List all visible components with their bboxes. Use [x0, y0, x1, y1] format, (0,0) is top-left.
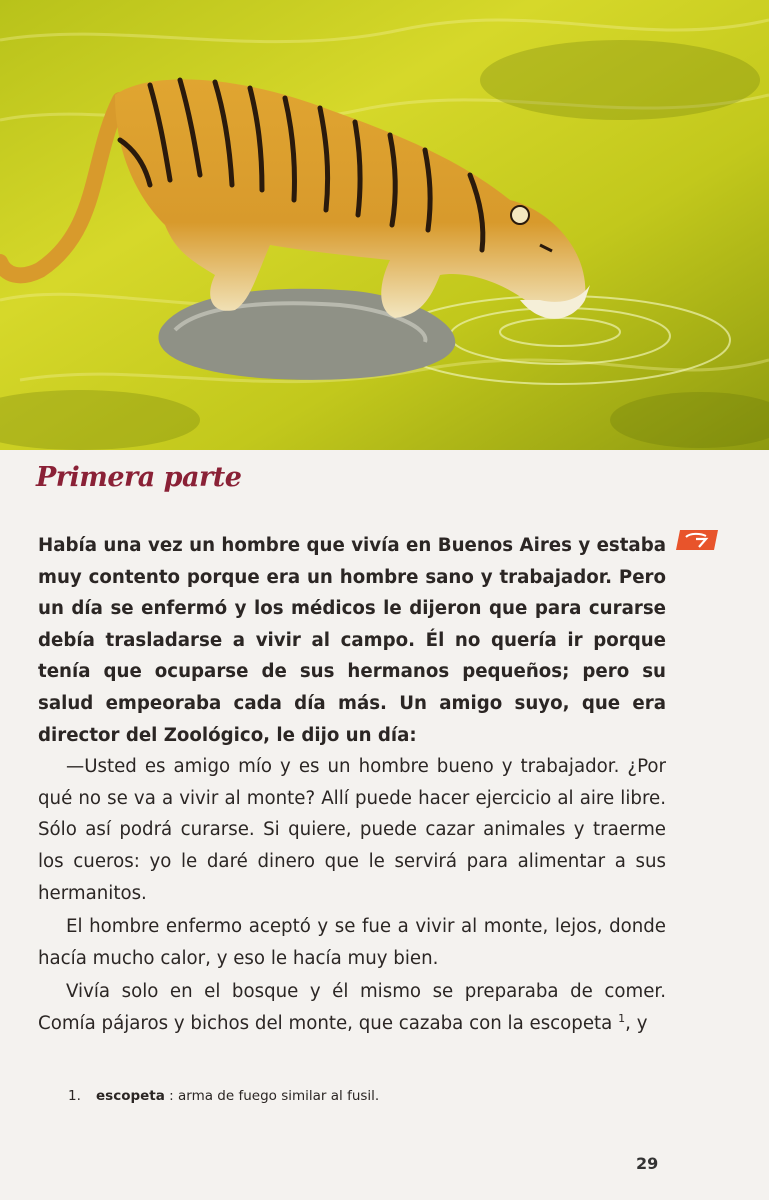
- footnote-number: 1.: [68, 1088, 81, 1104]
- section-title: Primera parte: [36, 462, 242, 493]
- footnote-separator: :: [164, 1088, 178, 1104]
- page-number: 29: [636, 1154, 659, 1173]
- story-text: [38, 530, 666, 1040]
- paragraph-1: Había una vez un hombre que vivía en Buenos Aires y estaba muy contento porque era un hombre sano y trabajador. Pero un día se enfermó y los médicos le dijeron que para curarse debía trasladarse a vivir al campo. Él no quería ir porque tenía que ocuparse de sus hermanos pequeños; pero su salud empeoraba cada día más. Un amigo suyo, que era director del Zoológico, le dijo un día:: [38, 535, 666, 746]
- footnote: [68, 1088, 379, 1104]
- paragraph-4-tail: , y: [625, 1012, 648, 1034]
- footnote-term: escopeta: [96, 1088, 165, 1104]
- footnote-reference: 1: [618, 1011, 626, 1025]
- paragraph-4-text: Vivía solo en el bosque y él mismo se preparaba de comer. Comía pájaros y bichos del monte, que cazaba con la escopeta: [38, 981, 666, 1034]
- footnote-definition: arma de fuego similar al fusil.: [178, 1088, 380, 1104]
- paragraph-2: —Usted es amigo mío y es un hombre bueno y trabajador. ¿Por qué no se va a vivir al monte? Allí puede hacer ejercicio al aire libre. Sólo así podrá curarse. Si quiere, puede cazar animales y traerme los cueros: yo le daré dinero que le servirá para alimentar a sus hermanitos.: [38, 756, 666, 904]
- audio-track-icon: [676, 528, 720, 552]
- tiger-illustration: [0, 0, 769, 450]
- paragraph-4: [38, 976, 666, 1039]
- paragraph-3: El hombre enfermo aceptó y se fue a vivir al monte, lejos, donde hacía mucho calor, y eso le hacía muy bien.: [38, 916, 666, 969]
